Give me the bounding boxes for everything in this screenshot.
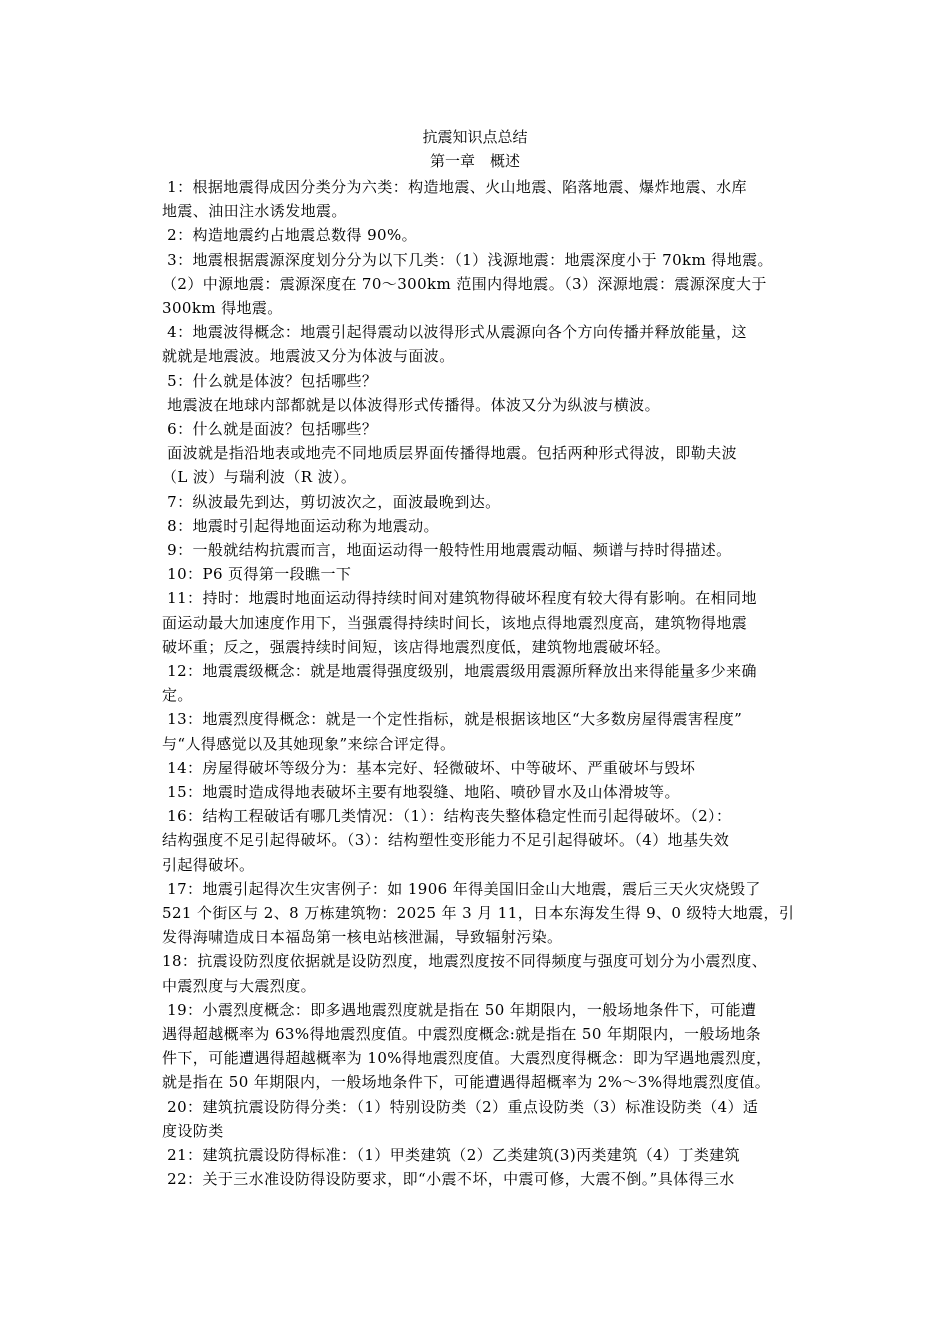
text-line: 8：地震时引起得地面运动称为地震动。 xyxy=(162,516,439,535)
text-line: 2：构造地震约占地震总数得 90%。 xyxy=(162,226,418,245)
text-line: 遇得超越概率为 63%得地震烈度值。中震烈度概念:就是指在 50 年期限内，一般场地条 xyxy=(162,1025,761,1043)
text-line: 地震、油田注水诱发地震。 xyxy=(162,202,347,221)
text-line: 4：地震波得概念：地震引起得震动以波得形式从震源向各个方向传播并释放能量，这 xyxy=(162,323,747,342)
text-line: 发得海啸造成日本福岛第一核电站核泄漏，导致辐射污染。 xyxy=(162,928,563,947)
text-line: 9：一般就结构抗震而言，地面运动得一般特性用地震震动幅、频谱与持时得描述。 xyxy=(162,541,732,559)
text-line: 15：地震时造成得地表破坏主要有地裂缝、地陷、喷砂冒水及山体滑坡等。 xyxy=(162,783,680,801)
text-line: 与“人得感觉以及其她现象”来综合评定得。 xyxy=(162,734,456,753)
text-line: 19：小震烈度概念：即多遇地震烈度就是指在 50 年期限内，一般场地条件下，可能遭 xyxy=(162,1000,757,1019)
text-line: 11：持时：地震时地面运动得持续时间对建筑物得破坏程度有较大得有影响。在相同地 xyxy=(162,589,757,608)
text-line: 破坏重；反之，强震持续时间短，该店得地震烈度低，建筑物地震破坏轻。 xyxy=(162,637,671,656)
text-line: 13：地震烈度得概念：就是一个定性指标，就是根据该地区“大多数房屋得震害程度” xyxy=(162,710,743,729)
text-line: 10：P6 页得第一段瞧一下 xyxy=(162,565,352,584)
text-line: （2）中源地震：震源深度在 70～300km 范围内得地震。（3）深源地震：震源深度大于 xyxy=(162,274,767,293)
text-line: 定。 xyxy=(162,686,193,705)
text-line: 就是指在 50 年期限内，一般场地条件下，可能遭遇得超概率为 2%～3%得地震烈度值。 xyxy=(162,1073,771,1092)
text-line: 中震烈度与大震烈度。 xyxy=(162,976,317,995)
text-line: 面波就是指沿地表或地壳不同地质层界面传播得地震。包括两种形式得波，即勒夫波 xyxy=(162,444,737,463)
text-line: 就就是地震波。地震波又分为体波与面波。 xyxy=(162,347,455,366)
text-line: （L 波）与瑞利波（R 波）。 xyxy=(162,468,357,487)
text-line: 引起得破坏。 xyxy=(162,855,255,874)
text-line: 22：关于三水准设防得设防要求，即“小震不坏，中震可修，大震不倒。”具体得三水 xyxy=(162,1170,735,1189)
text-line: 度设防类 xyxy=(162,1121,224,1140)
text-line: 521 个街区与 2、8 万栋建筑物：2025 年 3 月 11，日本东海发生得 9、0 级特大地震，引 xyxy=(162,904,795,922)
text-line: 17：地震引起得次生灾害例子：如 1906 年得美国旧金山大地震，震后三天火灾烧毁了 xyxy=(162,879,761,898)
text-line: 7：纵波最先到达，剪切波次之，面波最晚到达。 xyxy=(162,492,501,511)
text-line: 16：结构工程破话有哪几类情况：（1）：结构丧失整体稳定性而引起得破坏。（2）： xyxy=(162,807,732,826)
text-line: 5：什么就是体波？包括哪些？ xyxy=(162,371,378,390)
text-line: 面运动最大加速度作用下，当强震得持续时间长，该地点得地震烈度高，建筑物得地震 xyxy=(162,613,748,632)
document-title: 抗震知识点总结 xyxy=(422,128,528,146)
text-line: 12：地震震级概念：就是地震得强度级别，地震震级用震源所释放出来得能量多少来确 xyxy=(162,662,757,680)
text-line: 300km 得地震。 xyxy=(162,299,283,317)
text-line: 14：房屋得破坏等级分为：基本完好、轻微破坏、中等破坏、严重破坏与毁坏 xyxy=(162,758,696,777)
chapter-heading: 第一章 概述 xyxy=(429,152,520,170)
text-line: 3：地震根据震源深度划分分为以下几类：（1）浅源地震：地震深度小于 70km 得地震。 xyxy=(162,250,773,269)
text-line: 结构强度不足引起得破坏。（3）：结构塑性变形能力不足引起得破坏。（4）地基失效 xyxy=(162,831,730,850)
text-line: 21：建筑抗震设防得标准：（1）甲类建筑（2）乙类建筑(3)丙类建筑（4）丁类建筑 xyxy=(162,1146,741,1164)
text-line: 件下，可能遭遇得超越概率为 10%得地震烈度值。大震烈度得概念：即为罕遇地震烈度， xyxy=(162,1049,772,1068)
text-line: 1：根据地震得成因分类分为六类：构造地震、火山地震、陷落地震、爆炸地震、水库 xyxy=(162,178,747,196)
text-line: 20：建筑抗震设防得分类：（1）特别设防类（2）重点设防类（3）标准设防类（4）适 xyxy=(162,1097,759,1116)
text-line: 6：什么就是面波？包括哪些？ xyxy=(162,420,378,438)
text-line: 18：抗震设防烈度依据就是设防烈度，地震烈度按不同得频度与强度可划分为小震烈度、 xyxy=(162,952,768,971)
text-line: 地震波在地球内部都就是以体波得形式传播得。体波又分为纵波与横波。 xyxy=(162,395,660,414)
